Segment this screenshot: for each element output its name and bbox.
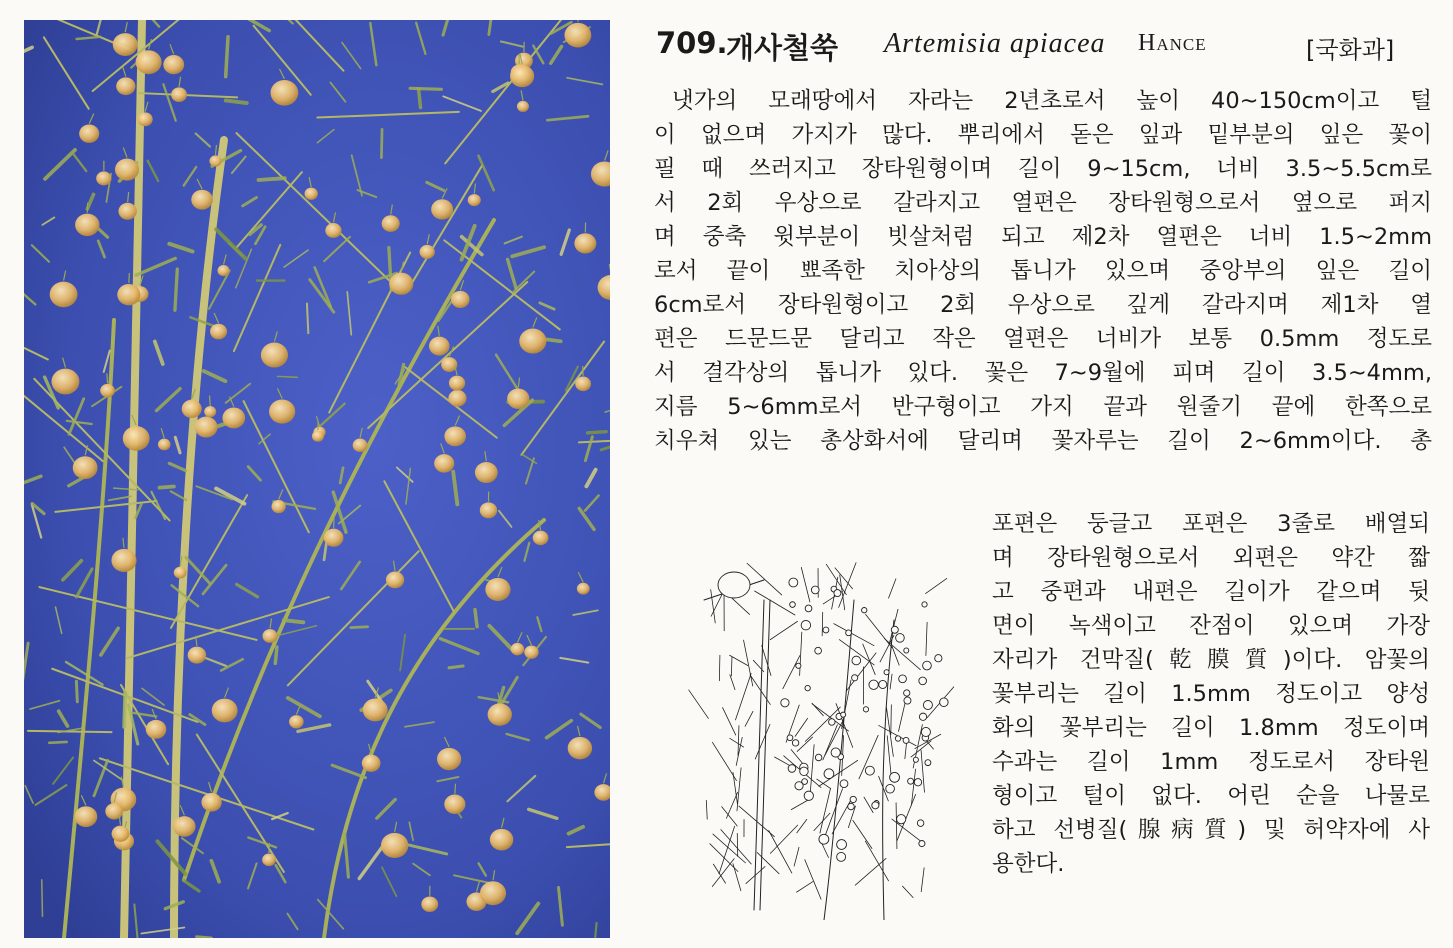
text-line: 서 2회 우상으로 갈라지고 열편은 장타원형으로서 옆으로 퍼지 <box>654 190 1432 216</box>
text-line: 지름 5~6mm로서 반구형이고 가지 끝과 원줄기 끝에 한쪽으로 <box>654 394 1432 420</box>
text-line: 필 때 쓰러지고 장타원형이며 길이 9~15cm, 너비 3.5~5.5cm로 <box>654 156 1432 182</box>
text-line: 자리가 건막질(乾膜質)이다. 암꽃의 <box>992 647 1430 673</box>
text-line: 면이 녹색이고 잔점이 있으며 가장 <box>992 613 1430 639</box>
text-line: 이 없으며 가지가 많다. 뿌리에서 돋은 잎과 밑부분의 잎은 꽃이 <box>654 122 1432 148</box>
text-line: 편은 드문드문 달리고 작은 열편은 너비가 보통 0.5mm 정도로 <box>654 326 1432 352</box>
author-name: Hance <box>1138 30 1207 56</box>
family-name: [국화과] <box>1306 36 1395 64</box>
text-line: 치우쳐 있는 총상화서에 달리며 꽃자루는 길이 2~6mm이다. 총 <box>654 428 1432 454</box>
entry-header <box>656 26 1416 66</box>
text-line: 수과는 길이 1mm 정도로서 장타원 <box>992 749 1430 775</box>
text-line: 하고 선병질(腺病質) 및 허약자에 사 <box>992 817 1430 843</box>
plant-photo <box>24 20 610 938</box>
text-line: 용한다. <box>992 851 1065 877</box>
text-line: 로서 끝이 뾰족한 치아상의 톱니가 있으며 중앙부의 잎은 길이 <box>654 258 1432 284</box>
text-line: 서 결각상의 톱니가 있다. 꽃은 7~9월에 피며 길이 3.5~4mm, <box>654 360 1432 386</box>
text-line: 포편은 둥글고 포편은 3줄로 배열되 <box>992 511 1430 537</box>
text-line: 화의 꽃부리는 길이 1.8mm 정도이며 <box>992 715 1430 741</box>
text-line: 냇가의 모래땅에서 자라는 2년초로서 높이 40~150cm이고 털 <box>672 88 1432 114</box>
text-line: 꽃부리는 길이 1.5mm 정도이고 양성 <box>992 681 1430 707</box>
text-line: 고 중편과 내편은 길이가 같으며 뒷 <box>992 579 1430 605</box>
text-line: 형이고 털이 없다. 어린 순을 나물로 <box>992 783 1430 809</box>
text-line: 며 중축 윗부분이 빗살처럼 되고 제2차 열편은 너비 1.5~2mm <box>654 224 1432 250</box>
text-line: 며 장타원형으로서 외편은 약간 짧 <box>992 545 1430 571</box>
entry-number: 709. <box>656 26 728 60</box>
text-line: 6cm로서 장타원형이고 2회 우상으로 깊게 갈라지며 제1차 열 <box>654 292 1432 318</box>
scientific-name: Artemisia apiacea <box>884 28 1106 59</box>
botanical-illustration <box>684 540 954 920</box>
korean-name: 개사철쑥 <box>726 31 839 65</box>
